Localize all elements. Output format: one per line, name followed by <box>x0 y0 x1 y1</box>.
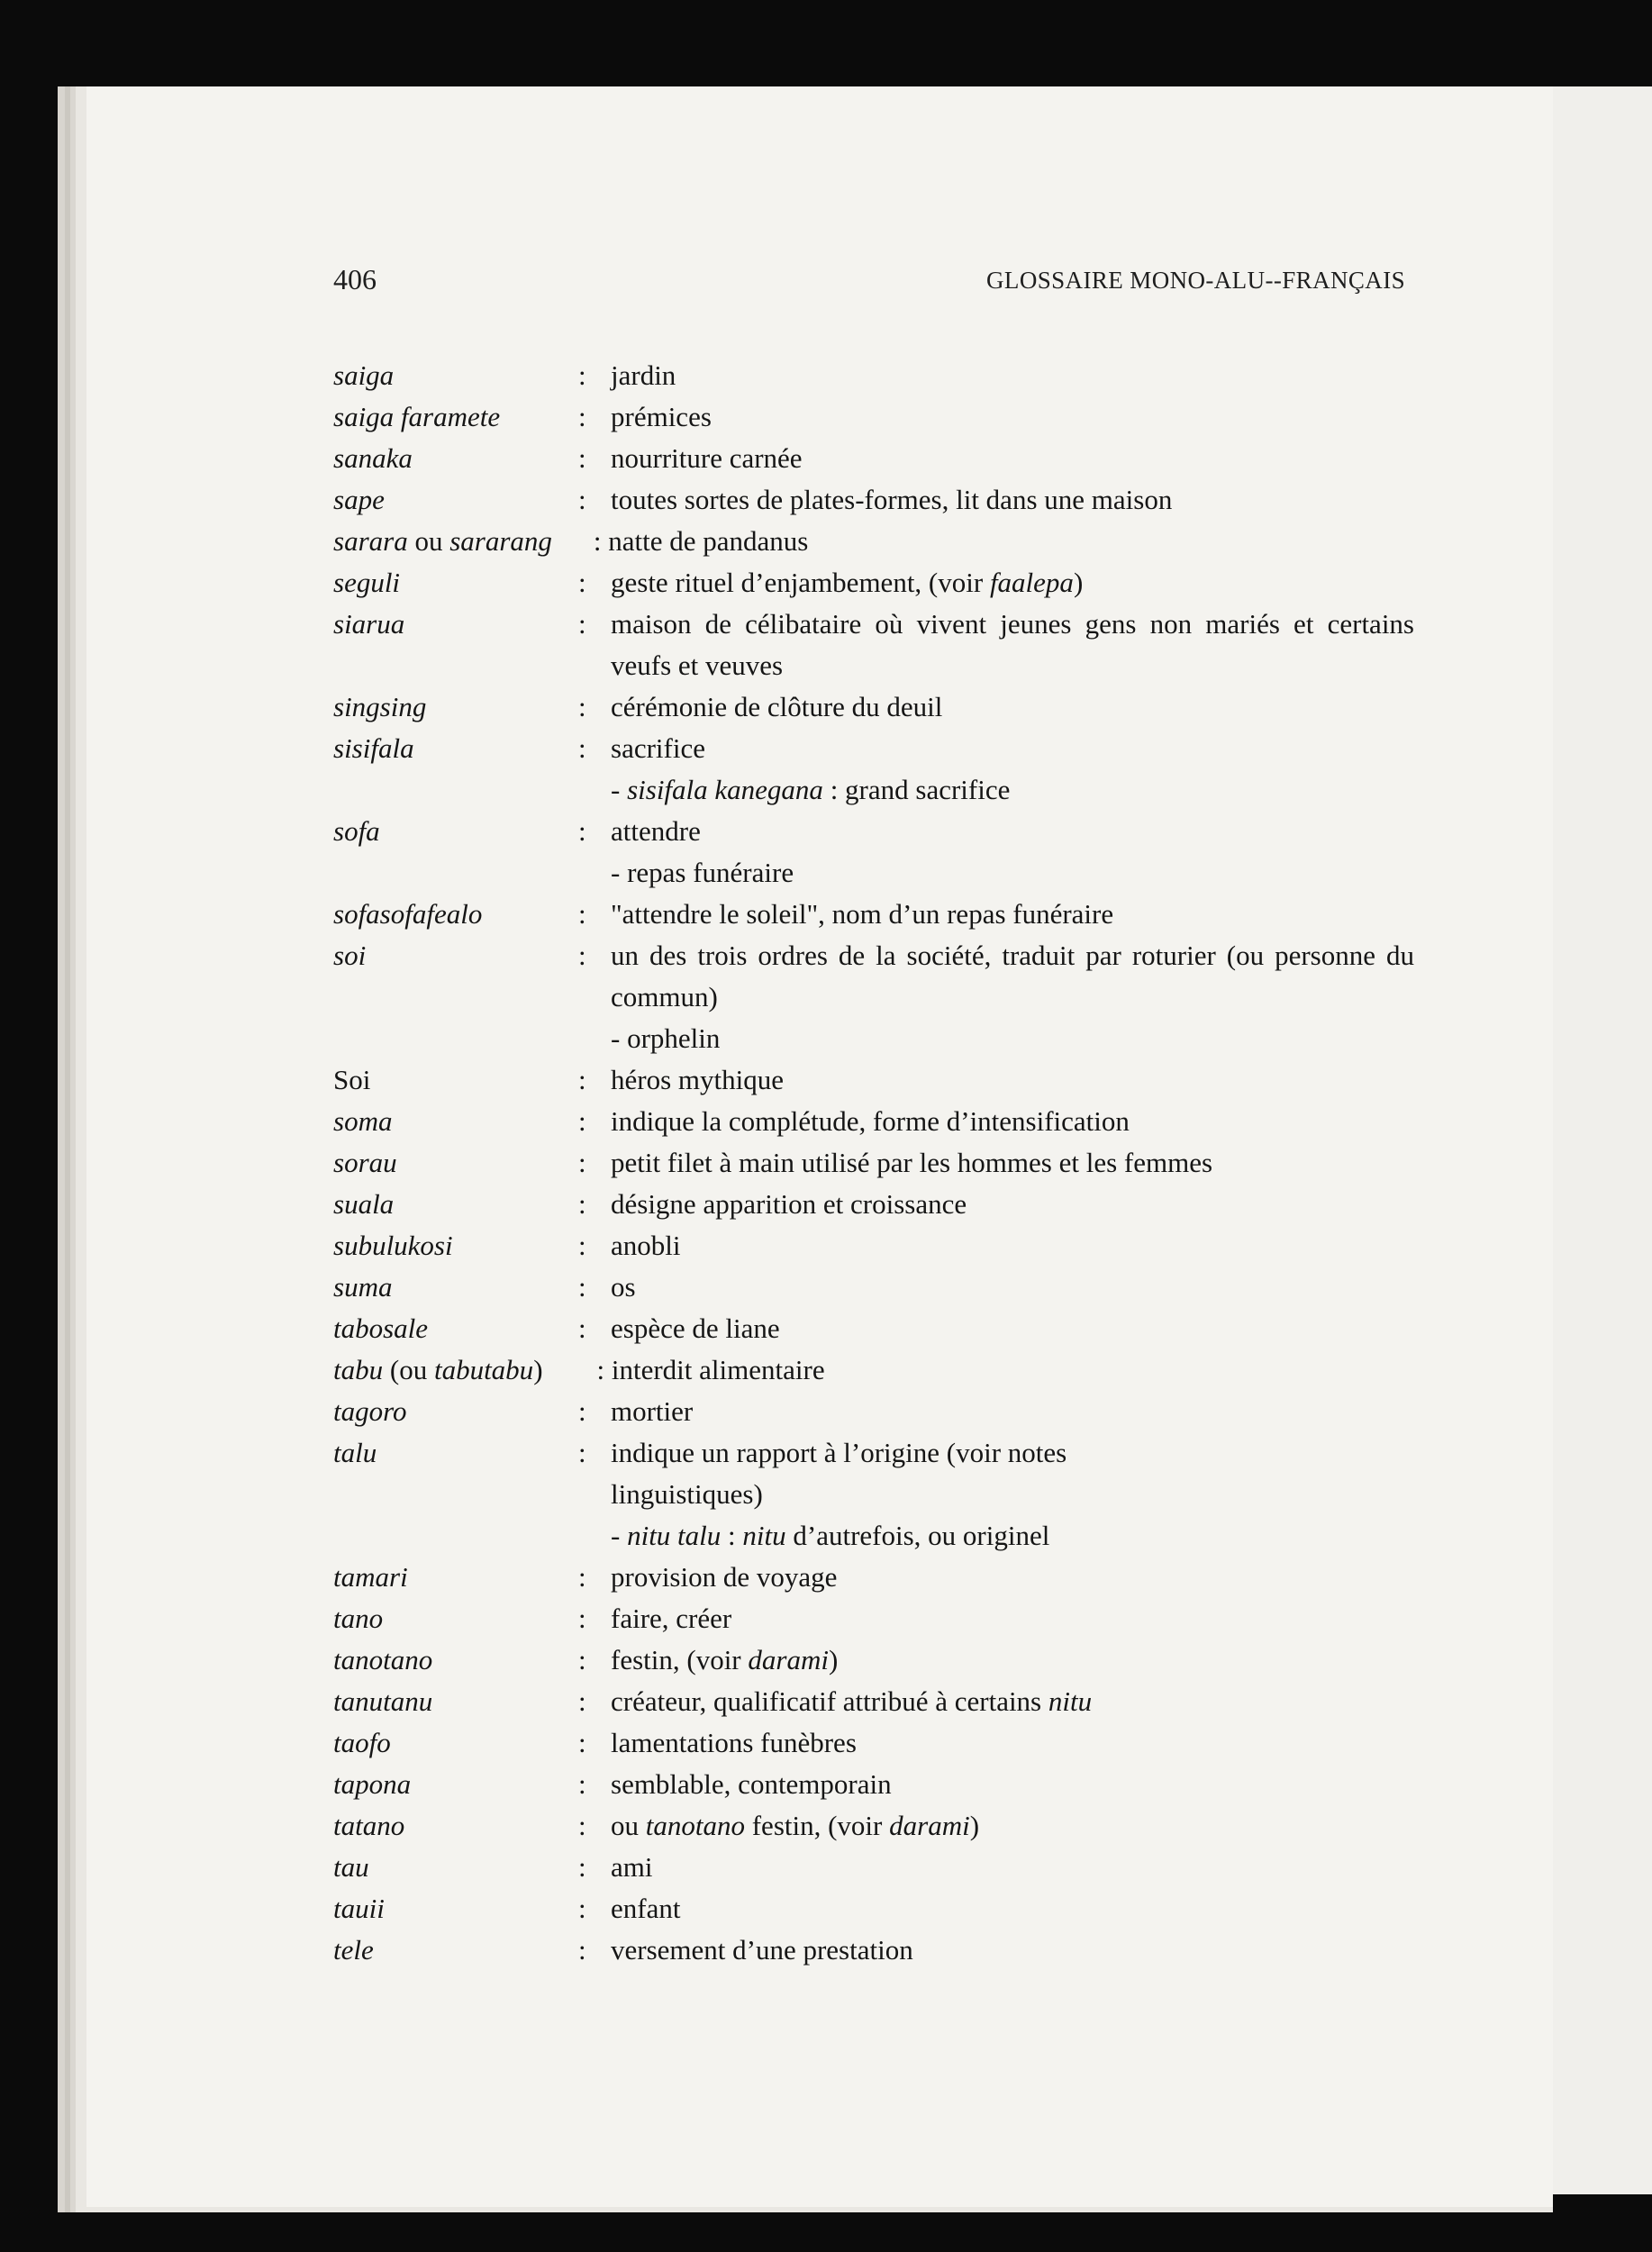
entry-definition: mortier <box>611 1395 694 1427</box>
entry-definition: maison de célibataire où vivent jeunes gens non mariés et certains veufs et veuves <box>611 608 1414 681</box>
term-variant: tabutabu <box>433 1354 534 1385</box>
glossary-entry <box>333 686 1414 728</box>
glossary-entry <box>333 521 1414 562</box>
definition-text: festin, (voir <box>611 1644 749 1675</box>
glossary-entry <box>333 728 1414 769</box>
subsense-separator: : <box>721 1520 743 1551</box>
entry-definition: nourriture carnée <box>611 442 803 474</box>
entry-definition: toutes sortes de plates-formes, lit dans une maison <box>611 484 1173 515</box>
entry-definition <box>611 562 1414 604</box>
entry-separator: : <box>578 442 586 474</box>
entry-separator: : <box>578 732 586 764</box>
entry-definition: anobli <box>611 1230 681 1261</box>
entry-separator: : <box>578 815 586 847</box>
entry-separator: : <box>578 1768 586 1800</box>
glossary-entry <box>333 1930 1414 1971</box>
entry-term: tano <box>333 1603 384 1634</box>
page-header <box>333 263 1405 299</box>
glossary-entry <box>333 1805 1414 1847</box>
glossary-entry <box>333 894 1414 935</box>
cross-reference: faalepa <box>989 567 1074 598</box>
entry-definition: petit filet à main utilisé par les hommes et les femmes <box>611 1147 1213 1178</box>
glossary-entry <box>333 1681 1414 1722</box>
glossary-entry <box>333 1267 1414 1308</box>
entry-definition: désigne apparition et croissance <box>611 1188 967 1220</box>
entry-subsense: - repas funéraire <box>611 857 794 888</box>
facing-page-edge <box>1553 86 1652 2194</box>
entry-term: tagoro <box>333 1395 407 1427</box>
entry-term <box>333 1349 825 1391</box>
subsense-term: nitu talu <box>627 1520 722 1551</box>
entry-separator: : <box>578 1851 586 1883</box>
entry-term: tanutanu <box>333 1685 433 1717</box>
cross-reference: darami <box>748 1644 829 1675</box>
term-or: ou <box>414 525 443 557</box>
entry-definition: indique la complétude, forme d’intensification <box>611 1105 1130 1137</box>
term-variant: sararang <box>449 525 552 557</box>
entry-separator: : <box>578 1230 586 1261</box>
entry-term: tau <box>333 1851 369 1883</box>
subsense-dash: - <box>611 1520 628 1551</box>
entry-term: sofa <box>333 815 380 847</box>
entry-separator: : <box>578 940 586 971</box>
glossary-entry <box>333 479 1414 521</box>
definition-text: ou <box>611 1810 646 1841</box>
entry-term: tanotano <box>333 1644 433 1675</box>
definition-close: ) <box>1073 567 1084 598</box>
entry-separator: : <box>578 691 586 722</box>
definition-close: ) <box>969 1810 980 1841</box>
glossary-entry <box>333 1888 1414 1930</box>
term-or: (ou <box>383 1354 434 1385</box>
entry-term: tele <box>333 1934 374 1966</box>
entry-separator: : <box>578 1105 586 1137</box>
entry-definition: semblable, contemporain <box>611 1768 892 1800</box>
entry-separator: : <box>578 1188 586 1220</box>
entry-definition: : interdit alimentaire <box>596 1354 825 1385</box>
glossary-entry <box>333 562 1414 604</box>
entry-definition: prémices <box>611 401 712 432</box>
entry-definition: "attendre le soleil", nom d’un repas funéraire <box>611 898 1114 930</box>
entry-definition: provision de voyage <box>611 1561 838 1593</box>
glossary-entry <box>333 1557 1414 1598</box>
entry-term: tamari <box>333 1561 408 1593</box>
entry-term: tatano <box>333 1810 405 1841</box>
entry-definition: os <box>611 1271 636 1303</box>
entry-definition: indique un rapport à l’origine (voir notes linguistiques) <box>611 1437 1067 1510</box>
entry-term: sanaka <box>333 442 413 474</box>
glossary-entry <box>333 355 1414 396</box>
entry-separator: : <box>578 1271 586 1303</box>
entry-definition <box>611 1639 1414 1681</box>
glossary-entry <box>333 1349 1414 1391</box>
subsense-definition: d’autrefois, ou originel <box>785 1520 1050 1551</box>
glossary-entry <box>333 1225 1414 1267</box>
entry-definition <box>611 1805 1414 1847</box>
entry-separator: : <box>578 1644 586 1675</box>
entry-term: singsing <box>333 691 427 722</box>
definition-text: créateur, qualificatif attribué à certains <box>611 1685 1048 1717</box>
glossary-entry <box>333 396 1414 438</box>
entry-separator: : <box>578 567 586 598</box>
entry-subsense <box>611 1515 1414 1557</box>
entry-definition: sacrifice <box>611 732 705 764</box>
subsense-definition: : grand sacrifice <box>822 774 1011 805</box>
entry-separator: : <box>578 1810 586 1841</box>
entry-term: taofo <box>333 1727 391 1758</box>
entry-term: suala <box>333 1188 395 1220</box>
entry-term: suma <box>333 1271 393 1303</box>
entry-separator: : <box>578 1437 586 1468</box>
entry-definition: jardin <box>611 359 676 391</box>
entry-subsense: - orphelin <box>611 1022 721 1054</box>
glossary-entry <box>333 604 1414 686</box>
glossary-entry <box>333 1059 1414 1101</box>
glossary-entry <box>333 1142 1414 1184</box>
entry-term: sofasofafealo <box>333 898 483 930</box>
glossary-entry <box>333 1847 1414 1888</box>
definition-text: geste rituel d’enjambement, (voir <box>611 567 990 598</box>
subsense-term: sisifala kanegana <box>627 774 823 805</box>
entry-term: tabosale <box>333 1312 429 1344</box>
entry-definition: : natte de pandanus <box>593 525 809 557</box>
glossary-entry <box>333 1101 1414 1142</box>
page-number: 406 <box>333 263 377 295</box>
entry-separator: : <box>578 1395 586 1427</box>
subsense-dash: - <box>611 774 628 805</box>
glossary-entry <box>333 935 1414 1018</box>
definition-close: ) <box>828 1644 839 1675</box>
term-close: ) <box>533 1354 543 1385</box>
running-title: GLOSSAIRE MONO-ALU--FRANÇAIS <box>986 267 1405 294</box>
glossary-entry <box>333 1639 1414 1681</box>
entry-definition: cérémonie de clôture du deuil <box>611 691 943 722</box>
entry-definition: lamentations funèbres <box>611 1727 857 1758</box>
entry-definition <box>611 1681 1414 1722</box>
entry-term: saiga <box>333 359 395 391</box>
entry-definition: enfant <box>611 1893 681 1924</box>
entry-term: sisifala <box>333 732 414 764</box>
entry-definition: versement d’une prestation <box>611 1934 913 1966</box>
glossary-entry <box>333 1184 1414 1225</box>
term-main: sarara <box>333 525 408 557</box>
entry-separator: : <box>578 359 586 391</box>
glossary-entry <box>333 1722 1414 1764</box>
entry-definition: espèce de liane <box>611 1312 780 1344</box>
entry-definition: héros mythique <box>611 1064 784 1095</box>
glossary-entry <box>333 1391 1414 1432</box>
entry-definition: ami <box>611 1851 653 1883</box>
entry-separator: : <box>578 1561 586 1593</box>
cross-reference: darami <box>889 1810 970 1841</box>
entry-separator: : <box>578 608 586 640</box>
entry-separator: : <box>578 1312 586 1344</box>
entry-term: subulukosi <box>333 1230 453 1261</box>
entry-term: siarua <box>333 608 405 640</box>
entry-term: seguli <box>333 567 401 598</box>
definition-text: festin, (voir <box>744 1810 890 1841</box>
entry-term: saiga faramete <box>333 401 501 432</box>
entry-separator: : <box>578 484 586 515</box>
entry-term: tauii <box>333 1893 385 1924</box>
glossary-entry <box>333 1308 1414 1349</box>
glossary-entry <box>333 811 1414 852</box>
entry-definition: faire, créer <box>611 1603 732 1634</box>
entry-term: sape <box>333 484 385 515</box>
entry-separator: : <box>578 1893 586 1924</box>
glossary-entry <box>333 1764 1414 1805</box>
cross-reference: tanotano <box>645 1810 745 1841</box>
entry-definition: un des trois ordres de la société, traduit par roturier (ou personne du commun) <box>611 940 1414 1012</box>
glossary-list <box>333 355 1414 1971</box>
entry-term: talu <box>333 1437 377 1468</box>
entry-separator: : <box>578 1685 586 1717</box>
glossary-entry <box>333 1432 1414 1515</box>
entry-term: tapona <box>333 1768 412 1800</box>
entry-separator: : <box>578 1727 586 1758</box>
subsense-term: nitu <box>742 1520 786 1551</box>
entry-term: soi <box>333 940 367 971</box>
entry-separator: : <box>578 898 586 930</box>
glossary-entry <box>333 1598 1414 1639</box>
entry-term: soma <box>333 1105 393 1137</box>
glossary-entry <box>333 438 1414 479</box>
entry-term: sorau <box>333 1147 397 1178</box>
entry-separator: : <box>578 1147 586 1178</box>
entry-definition: attendre <box>611 815 701 847</box>
cross-reference: nitu <box>1048 1685 1093 1717</box>
entry-separator: : <box>578 1603 586 1634</box>
entry-separator: : <box>578 1064 586 1095</box>
entry-term <box>333 521 809 562</box>
term-main: tabu <box>333 1354 384 1385</box>
entry-subsense <box>611 769 1414 811</box>
entry-term: Soi <box>333 1064 371 1095</box>
entry-separator: : <box>578 401 586 432</box>
entry-separator: : <box>578 1934 586 1966</box>
